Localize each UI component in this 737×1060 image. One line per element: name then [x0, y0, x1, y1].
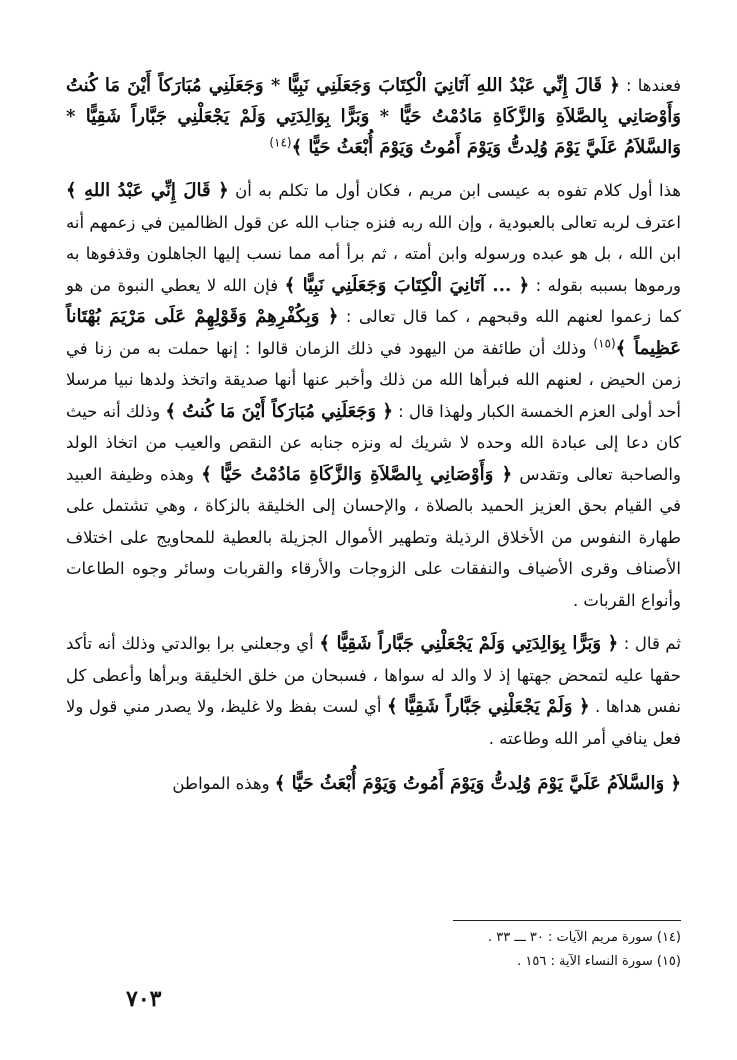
- body-text: أي لست بفظ ولا غليظ، ولا يصدر مني قول ولا فعل ينافي أمر الله وطاعته .: [66, 697, 681, 748]
- quran-verse: ﴿ وَبَرًّا بِوَالِدَتِي وَلَمْ يَجْعَلْنِي جَبَّاراً شَقِيًّا ﴾: [319, 633, 619, 654]
- paragraph-2: [66, 175, 681, 616]
- footnote-ref: (١٥): [593, 336, 616, 350]
- page-body: [66, 70, 681, 970]
- footnote-14: (١٤) سورة مريم الآيات : ٣٠ ـــ ٣٣ .: [487, 930, 681, 945]
- body-text: أي وجعلني برا بوالدتي وذلك أنه تأكد حقها عليه لتمحض جهتها إذ لا والد له سواها ، فسبحان من خلق الخليقة وبرأها وأعطى كل نفس هداها .: [66, 634, 681, 716]
- quran-verse: ﴿ قَالَ إِنِّي عَبْدُ اللهِ ﴾: [66, 180, 229, 201]
- paragraph-3: [66, 628, 681, 754]
- quran-verse: ﴿ وَالسَّلاَمُ عَلَيَّ يَوْمَ وُلِدتُّ وَيَوْمَ أَمُوتُ وَيَوْمَ أُبْعَثُ حَيًّا ﴾: [274, 773, 681, 794]
- body-text: وهذه وظيفة العبيد في القيام بحق العزيز الحميد بالصلاة ، والإحسان إلى الخليقة بالزكاة ، وهي تشتمل على طهارة النفوس من الأخلاق الرذيلة وتطهير الأموال الجزيلة بالعطية للمحاويج على اختلاف الأصناف وقرى الأضياف والنفقات على الزوجات والأرقاء والقربات وسائر وجوه الطاعات وأنواع القربات .: [66, 464, 681, 610]
- footnote-15: (١٥) سورة النساء الآية : ١٥٦ .: [517, 954, 681, 969]
- quran-verse: ﴿ قَالَ إِنِّي عَبْدُ اللهِ آتَانِيَ الْكِتَابَ وَجَعَلَنِي نَبِيًّا * وَجَعَلَنِي مُبَارَكاً أَيْنَ مَا كُنتُ وَأَوْصَانِي بِالصَّلاَةِ وَالزَّكَاةِ مَادُمْتُ حَيًّا * وَبَرًّا بِوَالِدَتِي وَلَمْ يَجْعَلْنِي جَبَّاراً شَقِيًّا * وَالسَّلاَمُ عَلَيَّ يَوْمَ وُلِدتُّ وَيَوْمَ أَمُوتُ وَيَوْمَ أُبْعَثُ حَيًّا ﴾: [66, 75, 681, 158]
- quran-verse: ﴿ وَجَعَلَنِي مُبَارَكاً أَيْنَ مَا كُنتُ ﴾: [165, 400, 393, 422]
- body-text: فإن الله لا يعطي النبوة من هو كما زعموا لعنهم الله وقبحهم ، كما قال تعالى :: [66, 275, 681, 326]
- body-text: ثم قال :: [618, 634, 681, 653]
- body-text: وذلك أنه حيث كان دعا إلى عبادة الله وحده لا شريك له ونزه جنابه عن النقص والعيب من اتخاذ الولد والصاحبة تعالى وتقدس: [66, 401, 681, 484]
- quran-verse: ﴿ ... آتَانِيَ الْكِتَابَ وَجَعَلَنِي نَبِيًّا ﴾: [284, 274, 530, 296]
- page-number: ٧٠٣: [126, 986, 162, 1012]
- footnote-divider: [453, 920, 681, 921]
- quran-verse: ﴿ وَبِكُفْرِهِمْ وَقَوْلِهِمْ عَلَى مَرْيَمَ بُهْتَاناً عَظِيماً ﴾: [66, 306, 681, 359]
- body-text: هذا أول كلام تفوه به عيسى ابن مريم ، فكان أول ما تكلم به أن: [228, 181, 681, 200]
- footnotes: [66, 926, 681, 974]
- footnote-ref: (١٤): [269, 135, 292, 150]
- body-text: وذلك أن طائفة من اليهود في ذلك الزمان قالوا : إنها حملت به من زنا في زمن الحيض ، لعنهم الله فبرأها الله من ذلك وأخبر عنها أنها صديقة واتخذ ولدها نبيا مرسلا أحد أولى العزم الخمسة الكبار ولهذا قال :: [66, 338, 681, 421]
- body-text: وهذه المواطن: [172, 774, 275, 793]
- body-text: فعندها :: [619, 76, 681, 95]
- quran-verse: ﴿ وَأَوْصَانِي بِالصَّلاَةِ وَالزَّكَاةِ مَادُمْتُ حَيًّا ﴾: [201, 463, 513, 485]
- quran-verse: ﴿ وَلَمْ يَجْعَلْنِي جَبَّاراً شَقِيًّا ﴾: [386, 696, 590, 717]
- paragraph-1: [66, 70, 681, 163]
- body-text: اعترف لربه تعالى بالعبودية ، وإن الله ربه فنزه جناب الله عن قول الظالمين في زعمهم أنه ابن الله ، بل هو عبده ورسوله وابن أمته ، ثم برأ أمه مما نسب إليها الجاهلون وقذفوها به ورموها بسببه بقوله :: [66, 212, 681, 295]
- paragraph-4: [66, 768, 681, 800]
